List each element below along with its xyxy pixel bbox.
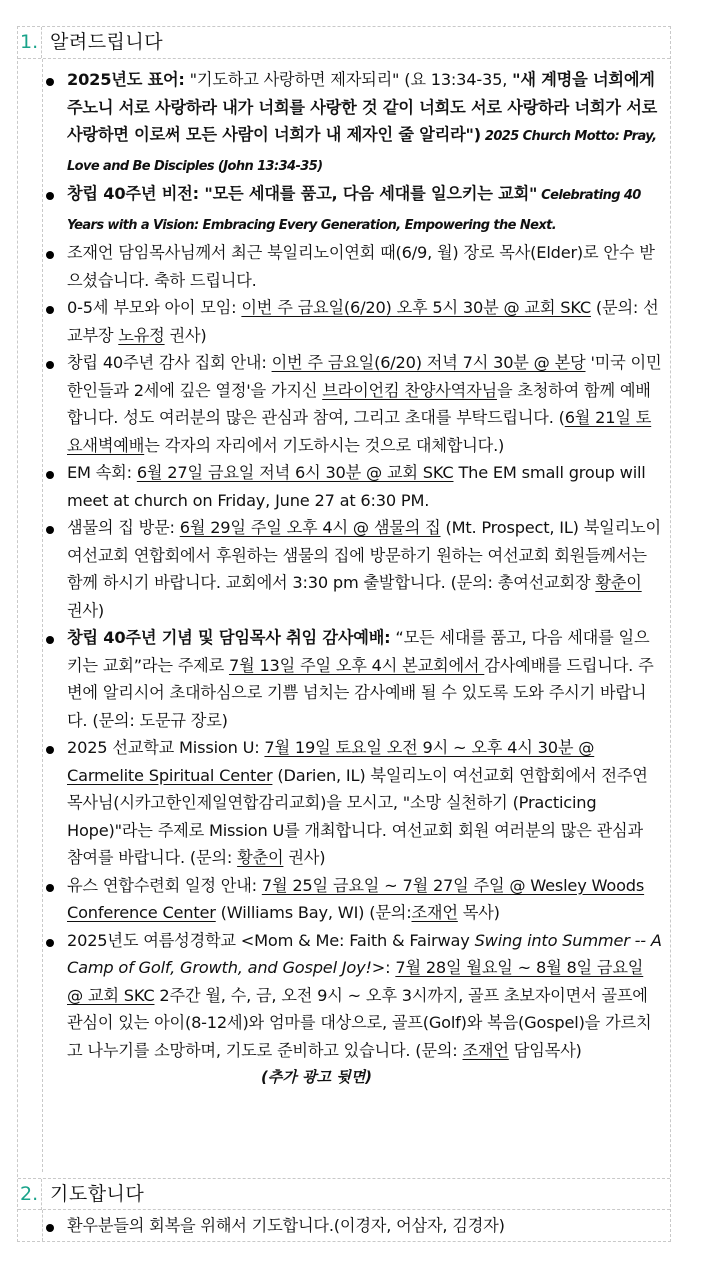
- item-when: 7월 28일 월요일 ~ 8월 8일 금요일 @ 교회 SKC: [67, 958, 644, 1005]
- item-when: 이번 주 금요일(6/20) 저녁 7시 30분 @ 본당: [271, 353, 586, 372]
- item-when: 6월 27일 금요일 저녁 6시 30분 @ 교회 SKC: [136, 463, 454, 482]
- bullet-icon: [46, 78, 54, 86]
- bullet-icon: [46, 251, 54, 259]
- item-text: “모든 세대를 품고, 다음 세대를 일으키는 교회”라는 주제로: [67, 628, 650, 675]
- item-text: "기도하고 사랑하면 제자되리" (요 13:34-35,: [184, 70, 513, 89]
- bullet-icon: [46, 1224, 54, 1232]
- item-english: 2025 Church Motto: Pray, Love and Be Disciples (John 13:34-35): [67, 129, 657, 174]
- section-number: 1.: [18, 27, 42, 58]
- item-when: 7월 13일 주일 오후 4시 본교회에서: [228, 655, 485, 675]
- item-text-end: 목사): [457, 903, 500, 922]
- prayer-list: [42, 1210, 670, 1241]
- list-item: [43, 239, 670, 294]
- item-label: 창립 40주년 비전:: [67, 184, 205, 203]
- item-label: 2025년도 여름성경학교 <Mom & Me: Faith & Fairway: [67, 930, 475, 950]
- list-item: [43, 734, 670, 872]
- bullet-icon: [46, 746, 54, 754]
- bullet-icon: [46, 306, 54, 314]
- list-item: [43, 927, 670, 1065]
- list-item: [43, 624, 670, 734]
- list-item: [43, 1210, 670, 1240]
- bullet-icon: [46, 884, 54, 892]
- item-label: 창립 40주년 기념 및 담임목사 취임 감사예배:: [67, 628, 391, 647]
- section-header-prayer: [18, 1178, 670, 1210]
- item-text: '미국 이민 한인들과 2세에 깊은 열정'을 가지신: [67, 353, 662, 400]
- item-label: 샘물의 집 방문:: [67, 518, 180, 537]
- item-text: "모든 세대를 품고, 다음 세대를 일으키는 교회": [204, 184, 538, 203]
- list-item: [43, 872, 670, 927]
- item-label: 창립 40주년 감사 집회 안내:: [67, 353, 272, 372]
- list-item: [43, 514, 670, 624]
- item-text-end: 감사예배를 드립니다. 주변에 알리시어 초대하심으로 기쁨 넘치는 감사예배 될 수 있도록 도와 주시기 바랍니다. (문의: 도문규 장로): [67, 655, 654, 730]
- list-item: [43, 66, 670, 180]
- list-item: [43, 294, 670, 349]
- item-text: (Mt. Prospect, IL) 북일리노이 여선교회 연합회에서 후원하는 샘물의 집에 방문하기 원하는 여선교회 회원들께서는 함께 하시기 바랍니다. 교회에서 3:30 pm 출발합니다. (문의: 총여선교회장: [67, 518, 661, 592]
- item-text: 2주간 월, 수, 금, 오전 9시 ~ 오후 3시까지, 골프 초보자이면서 골프에 관심이 있는 아이(8-12세)와 엄마를 대상으로, 골프(Golf)와 복음(Gospel)을 가르치고 나누기를 소망하며, 기도로 준비하고 있습니다. (문의:: [67, 985, 652, 1060]
- section-header-announcements: [18, 27, 670, 59]
- item-text-end: 는 각자의 자리에서 기도하시는 것으로 대체합니다.): [144, 435, 505, 455]
- item-label: 유스 연합수련회 일정 안내:: [67, 875, 262, 895]
- item-text: 환우분들의 회복을 위해서 기도합니다.(이경자, 어삼자, 김경자): [67, 1216, 505, 1235]
- more-announcements-note: (추가 광고 뒷면): [260, 1068, 373, 1086]
- item-label: EM 속회:: [67, 463, 137, 482]
- item-label: 0-5세 부모와 아이 모임:: [67, 298, 242, 317]
- item-contact: 조재언: [411, 903, 458, 922]
- item-text: (Darien, IL) 북일리노이 여선교회 연합회에서 전주연 목사님(시카고한인제일연합감리교회)을 모시고, "소망 실천하기 (Practicing Hope)"라는 주제로 Mission U를 개최합니다. 여선교회 회원 여러분의 많은 관심과 참여를 바랍니다. (문의:: [67, 765, 648, 867]
- item-text: (Williams Bay, WI) (문의:: [215, 903, 412, 922]
- item-text-end: 권사): [283, 848, 326, 867]
- item-label-end: >:: [371, 958, 396, 977]
- item-label: 2025년도 표어:: [67, 70, 185, 89]
- bullet-icon: [46, 939, 54, 947]
- bulletin-page: [17, 26, 671, 1242]
- item-english: The EM small group will meet at church on Friday, June 27 at 6:30 PM.: [67, 463, 646, 510]
- item-english: Celebrating 40 Years with a Vision: Embracing Every Generation, Empowering the Next.: [67, 188, 641, 233]
- item-contact: 황춘이: [595, 573, 642, 592]
- item-contact: 노유정: [118, 325, 165, 345]
- item-contact: 조재언: [462, 1040, 509, 1060]
- list-item: [43, 459, 670, 514]
- item-when: 7월 25일 금요일 ~ 7월 27일 주일 @ Wesley Woods Conference Center: [67, 875, 645, 922]
- item-text: (문의: 선교부장: [67, 298, 659, 345]
- item-text: 을 초청하여 함께 예배합니다. 성도 여러분의 많은 관심과 참여, 그리고 초대를 부탁드립니다. (: [67, 380, 651, 427]
- item-note: 6월 21일 토요새벽예배: [67, 408, 652, 455]
- item-subtitle: Swing into Summer -- A Camp of Golf, Growth, and Gospel Joy!: [67, 930, 662, 977]
- item-text-end: 담임목사): [508, 1040, 582, 1060]
- item-when: 이번 주 금요일(6/20) 오후 5시 30분 @ 교회 SKC: [241, 298, 591, 317]
- item-verse: "새 계명을 너희에게 주노니 서로 사랑하라 내가 너희를 사랑한 것 같이 너희도 서로 사랑하라 너희가 서로 사랑하면 이로써 모든 사람이 너희가 내 제자인 줄 알리라"): [67, 70, 658, 144]
- bullet-icon: [46, 471, 54, 479]
- bullet-icon: [46, 361, 54, 369]
- bullet-icon: [46, 526, 54, 534]
- item-contact: 황춘이: [237, 848, 284, 867]
- list-item: [43, 349, 670, 459]
- item-when: 6월 29일 주일 오후 4시 @ 샘물의 집: [179, 518, 441, 537]
- bullet-icon: [46, 192, 54, 200]
- announcement-list: [42, 59, 670, 1172]
- item-label: 2025 선교학교 Mission U:: [67, 738, 265, 757]
- section-title: 알려드립니다: [50, 31, 164, 53]
- item-text-end: 권사): [67, 600, 104, 620]
- bullet-icon: [46, 636, 54, 644]
- item-text: 조재언 담임목사님께서 최근 북일리노이연회 때(6/9, 월) 장로 목사(Elder)로 안수 받으셨습니다. 축하 드립니다.: [67, 243, 655, 290]
- section-title: 기도합니다: [50, 1183, 145, 1205]
- list-item: [43, 180, 670, 239]
- item-text-end: 권사): [164, 325, 207, 345]
- item-speaker: 브라이언킴 찬양사역자님: [322, 380, 497, 400]
- item-when: 7월 19일 토요일 오전 9시 ~ 오후 4시 30분 @ Carmelite Spiritual Center: [67, 738, 595, 785]
- section-number: 2.: [18, 1179, 42, 1210]
